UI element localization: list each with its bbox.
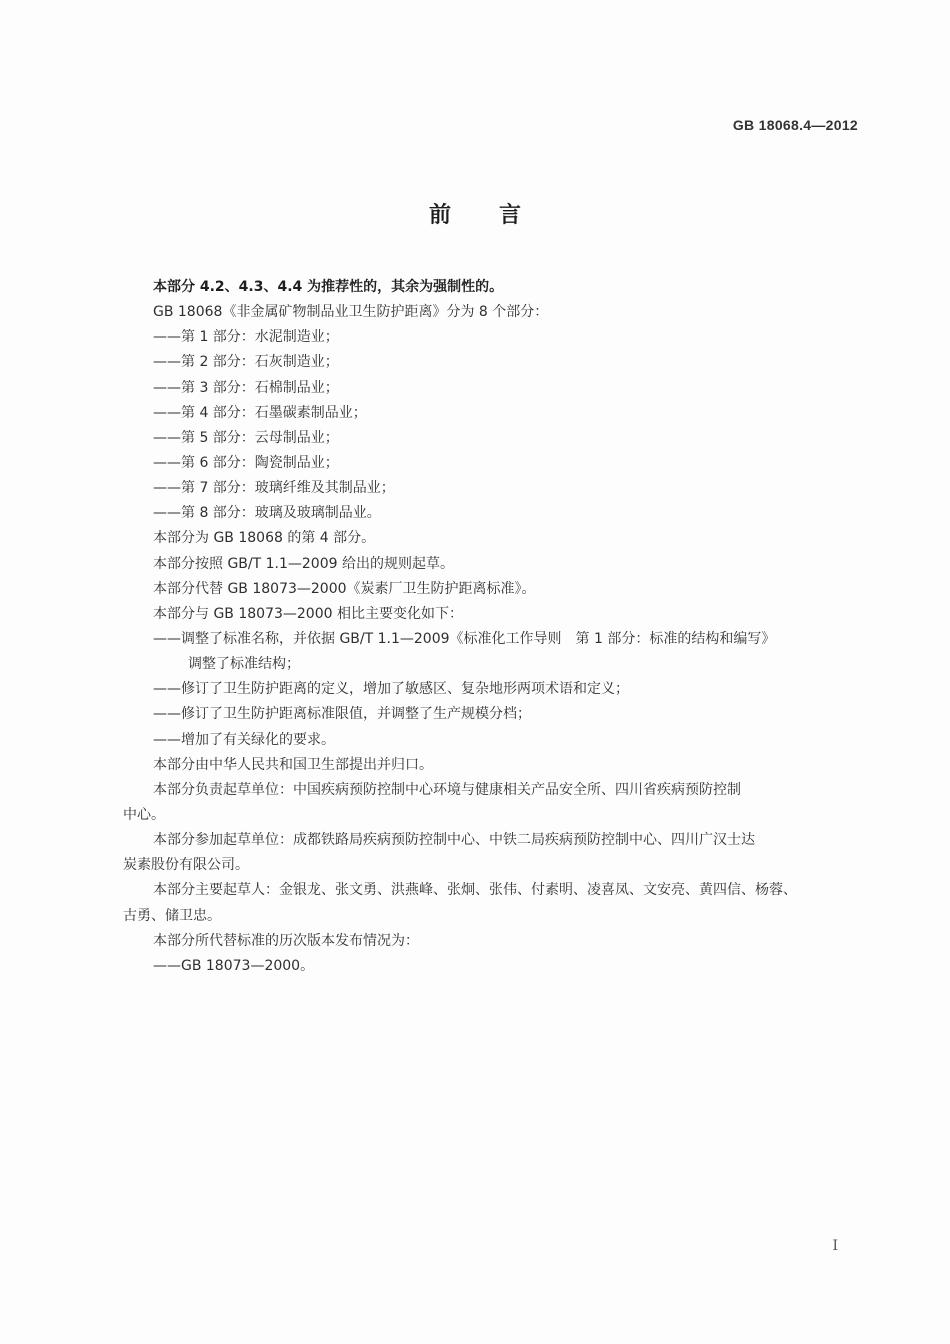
- text-line: ——第 5 部分：云母制品业；: [153, 429, 339, 446]
- text-line: ——增加了有关绿化的要求。: [153, 731, 335, 748]
- text-line: 炭素股份有限公司。: [123, 857, 249, 874]
- text-line: ——修订了卫生防护距离标准限值，并调整了生产规模分档；: [153, 706, 531, 723]
- text-line: ——调整了标准名称，并依据 GB/T 1.1—2009《标准化工作导则 第 1 部分：标准的结构和编写》: [153, 630, 776, 647]
- text-line: ——第 1 部分：水泥制造业；: [153, 329, 339, 346]
- text-line: ——第 4 部分：石墨碳素制品业；: [153, 404, 367, 421]
- text-line: ——第 3 部分：石棉制品业；: [153, 379, 339, 396]
- text-line: ——第 6 部分：陶瓷制品业；: [153, 454, 339, 471]
- document-code: GB 18068.4—2012: [732, 117, 858, 133]
- text-line: 本部分主要起草人：金银龙、张文勇、洪燕峰、张炯、张伟、付素明、凌喜凤、文安亮、黄四信、杨蓉、: [153, 882, 797, 899]
- text-line: 本部分按照 GB/T 1.1—2009 给出的规则起草。: [153, 555, 454, 572]
- foreword-body: [123, 275, 863, 979]
- text-line: 调整了标准结构；: [188, 656, 300, 673]
- text-line: ——GB 18073—2000。: [153, 957, 315, 974]
- text-line: 中心。: [123, 806, 165, 823]
- text-line: 古勇、储卫忠。: [123, 907, 221, 924]
- text-line: 本部分 4.2、4.3、4.4 为推荐性的，其余为强制性的。: [153, 279, 504, 295]
- text-line: ——第 8 部分：玻璃及玻璃制品业。: [153, 505, 381, 522]
- text-line: GB 18068《非金属矿物制品业卫生防护距离》分为 8 个部分：: [153, 304, 549, 321]
- text-line: 本部分与 GB 18073—2000 相比主要变化如下：: [153, 605, 463, 622]
- page-number: I: [832, 1238, 838, 1254]
- text-line: 本部分负责起草单位：中国疾病预防控制中心环境与健康相关产品安全所、四川省疾病预防控制: [153, 781, 741, 798]
- text-line: ——第 2 部分：石灰制造业；: [153, 354, 339, 371]
- page-title: 前言: [428, 203, 569, 228]
- text-line: ——修订了卫生防护距离的定义，增加了敏感区、复杂地形两项术语和定义；: [153, 681, 629, 698]
- text-line: ——第 7 部分：玻璃纤维及其制品业；: [153, 480, 395, 497]
- text-line: 本部分参加起草单位：成都铁路局疾病预防控制中心、中铁二局疾病预防控制中心、四川广汉士达: [153, 832, 755, 849]
- text-line: 本部分为 GB 18068 的第 4 部分。: [153, 530, 376, 547]
- text-line: 本部分所代替标准的历次版本发布情况为：: [153, 932, 419, 949]
- text-line: 本部分由中华人民共和国卫生部提出并归口。: [153, 756, 433, 773]
- text-line: 本部分代替 GB 18073—2000《炭素厂卫生防护距离标准》。: [153, 580, 536, 597]
